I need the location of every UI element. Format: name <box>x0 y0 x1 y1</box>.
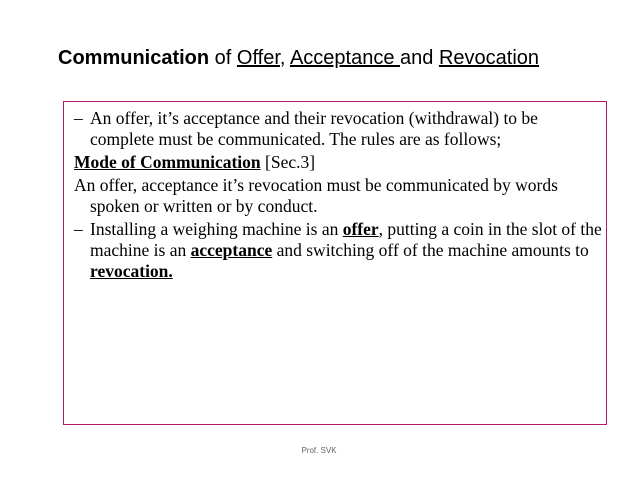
title-communication: Communication <box>58 47 210 69</box>
bullet-text: An offer, it’s acceptance and their revocation (withdrawal) to be complete must be communicated. The rules are as follows; <box>90 108 538 149</box>
mode-heading-line <box>74 152 604 173</box>
bullet-text-seg1: Installing a weighing machine is an <box>90 219 343 239</box>
mode-text: An offer, acceptance it’s revocation must be communicated by words spoken or written or by conduct. <box>74 175 558 216</box>
keyword-offer: offer <box>342 219 379 239</box>
slide-title <box>58 44 618 72</box>
mode-section-ref: [Sec.3] <box>260 152 316 172</box>
mode-heading: Mode of Communication <box>74 152 261 172</box>
footer-author: Prof. SVK <box>301 446 337 455</box>
slide-content <box>74 108 604 282</box>
dash-bullet: – <box>74 219 83 239</box>
bullet-text-seg2: , putting a coin in the slot of the machine is an <box>90 219 602 260</box>
keyword-acceptance: acceptance <box>190 240 273 260</box>
bullet-communication-rule <box>74 108 604 150</box>
dash-bullet: – <box>74 108 83 128</box>
title-of: of <box>209 47 237 69</box>
title-revocation: Revocation <box>438 47 540 69</box>
title-and: and <box>400 47 439 69</box>
title-offer: Offer <box>236 47 280 69</box>
bullet-text-seg3: and switching off of the machine amounts to <box>272 240 589 260</box>
title-acceptance: Acceptance <box>289 47 401 69</box>
title-comma: , <box>279 47 290 69</box>
bullet-weighing-machine <box>74 219 604 282</box>
keyword-revocation: revocation. <box>90 261 173 281</box>
